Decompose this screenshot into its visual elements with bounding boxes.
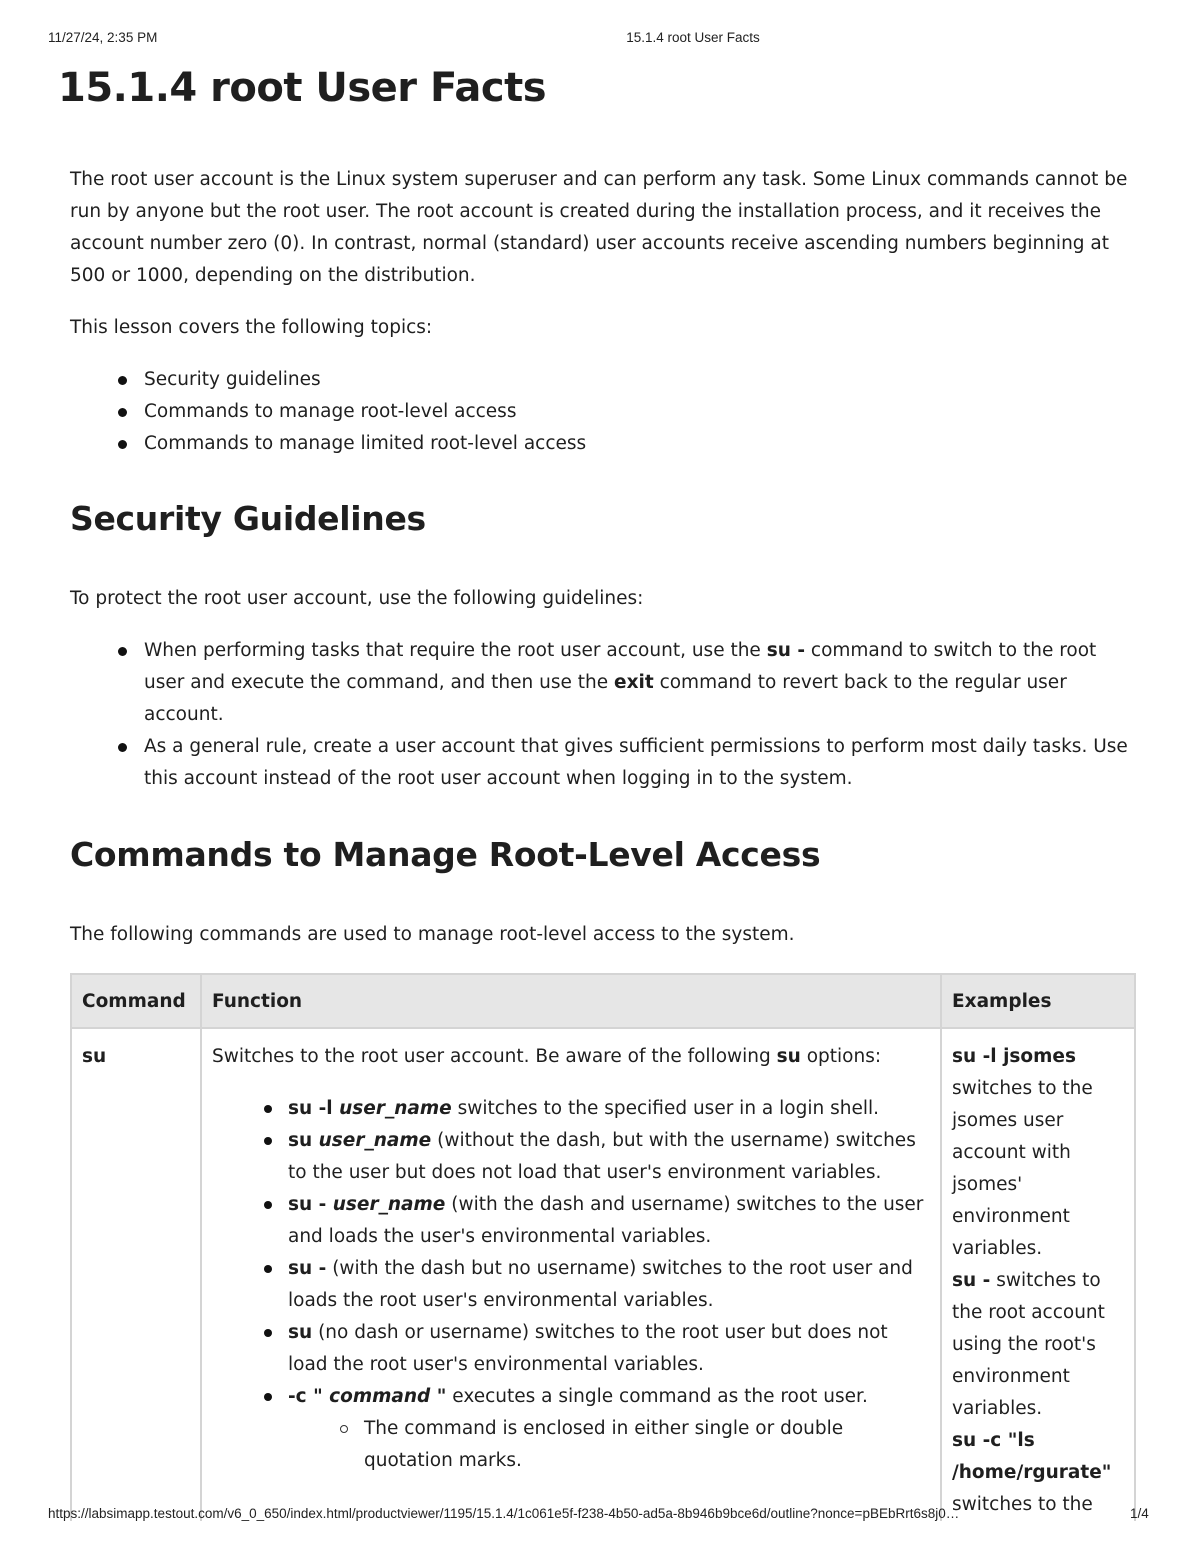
code: -c " [288,1386,330,1407]
text: (with the dash and username) switches to the user and loads the user's environmental variables. [288,1194,924,1247]
commands-heading: Commands to Manage Root-Level Access [70,835,821,874]
column-header-command: Command [71,974,201,1028]
print-url: https://labsimapp.testout.com/v6_0_650/index.html/productviewer/1195/15.1.4/1c061e5f-f238-4b50-ad5a-8b946b9bce6d/outline?nonce=pBEbRrt6s8j0… [48,1506,960,1521]
code: su - [288,1258,327,1279]
list-item: Commands to manage root-level access [144,396,1132,428]
command-cell: su [71,1028,201,1521]
code: su -l jsomes [952,1046,1076,1067]
code: " [430,1386,447,1407]
commands-intro: The following commands are used to manage root-level access to the system. [70,924,795,945]
code-su-dash: su - [766,640,806,661]
code: su - [288,1194,333,1215]
intro-paragraph: The root user account is the Linux system superuser and can perform any task. Some Linux commands cannot be run by anyone but the root user. The root account is created during the installation process, and it receives the account number zero (0). In contrast, normal (standard) user accounts receive ascending numbers beginning at 500 or 1000, depending on the distribution. [70,169,1128,286]
topics-intro: This lesson covers the following topics: [70,317,433,338]
list-item: Commands to manage limited root-level access [144,428,1132,460]
code: su -l [288,1098,340,1119]
table-header-row [71,974,1135,1028]
code: su [288,1130,319,1151]
list-item [288,1093,930,1125]
text: Switches to the root user account. Be aware of the following [212,1046,777,1067]
page-title: 15.1.4 root User Facts [58,65,547,111]
list-item [144,635,1132,731]
list-item [288,1381,930,1477]
print-datetime: 11/27/24, 2:35 PM [48,30,158,45]
code-arg: user_name [318,1130,432,1151]
security-guidelines-list [70,635,1132,795]
code-exit: exit [614,672,654,693]
code: su [288,1322,313,1343]
print-doc-title: 15.1.4 root User Facts [626,30,760,45]
column-header-examples: Examples [941,974,1135,1028]
text: switches to the [952,1494,1093,1515]
text: When performing tasks that require the root user account, use the [144,640,767,661]
code: su -c "ls /home/rgurate" [952,1430,1112,1483]
column-header-function: Function [201,974,941,1028]
code-arg: user_name [332,1194,446,1215]
code-su: su [776,1046,801,1067]
function-cell [201,1028,941,1521]
list-item [288,1253,930,1317]
page-number: 1/4 [1130,1506,1149,1521]
text: (with the dash but no username) switches to the root user and loads the root user's environmental variables. [288,1258,913,1311]
security-intro: To protect the root user account, use the following guidelines: [70,588,644,609]
text: command to switch to the root user and execute the command, and then use the [144,640,1097,693]
function-intro [212,1041,930,1073]
examples-cell [941,1028,1135,1521]
su-options-list [212,1093,930,1477]
text: (no dash or username) switches to the root user but does not load the root user's environmental variables. [288,1322,888,1375]
document-body [58,60,1132,1521]
code-arg: command [329,1386,431,1407]
text: switches to the root account using the root's environment variables. [952,1270,1105,1419]
security-heading: Security Guidelines [70,499,426,538]
example [952,1041,1124,1265]
list-item: The command is enclosed in either single or double quotation marks. [364,1413,930,1477]
topics-list [70,364,1132,460]
commands-table [70,973,1136,1521]
sub-list [288,1413,930,1477]
table-row [71,1028,1135,1521]
text: options: [800,1046,882,1067]
code: su - [952,1270,991,1291]
text: executes a single command as the root user. [446,1386,868,1407]
text: (without the dash, but with the username) switches to the user but does not load that user's environment variables. [288,1130,916,1183]
print-header [0,30,1200,50]
example [952,1265,1124,1425]
code-arg: user_name [339,1098,452,1119]
list-item: Security guidelines [144,364,1132,396]
list-item [288,1125,930,1189]
text: switches to the specified user in a login shell. [451,1098,880,1119]
text: command to revert back to the regular user account. [144,672,1067,725]
list-item [288,1317,930,1381]
print-footer [0,1506,1200,1526]
text: switches to the jsomes user account with jsomes' environment variables. [952,1078,1093,1259]
list-item [288,1189,930,1253]
list-item: As a general rule, create a user account that gives sufficient permissions to perform most daily tasks. Use this account instead of the root user account when logging in to the system. [144,731,1132,795]
